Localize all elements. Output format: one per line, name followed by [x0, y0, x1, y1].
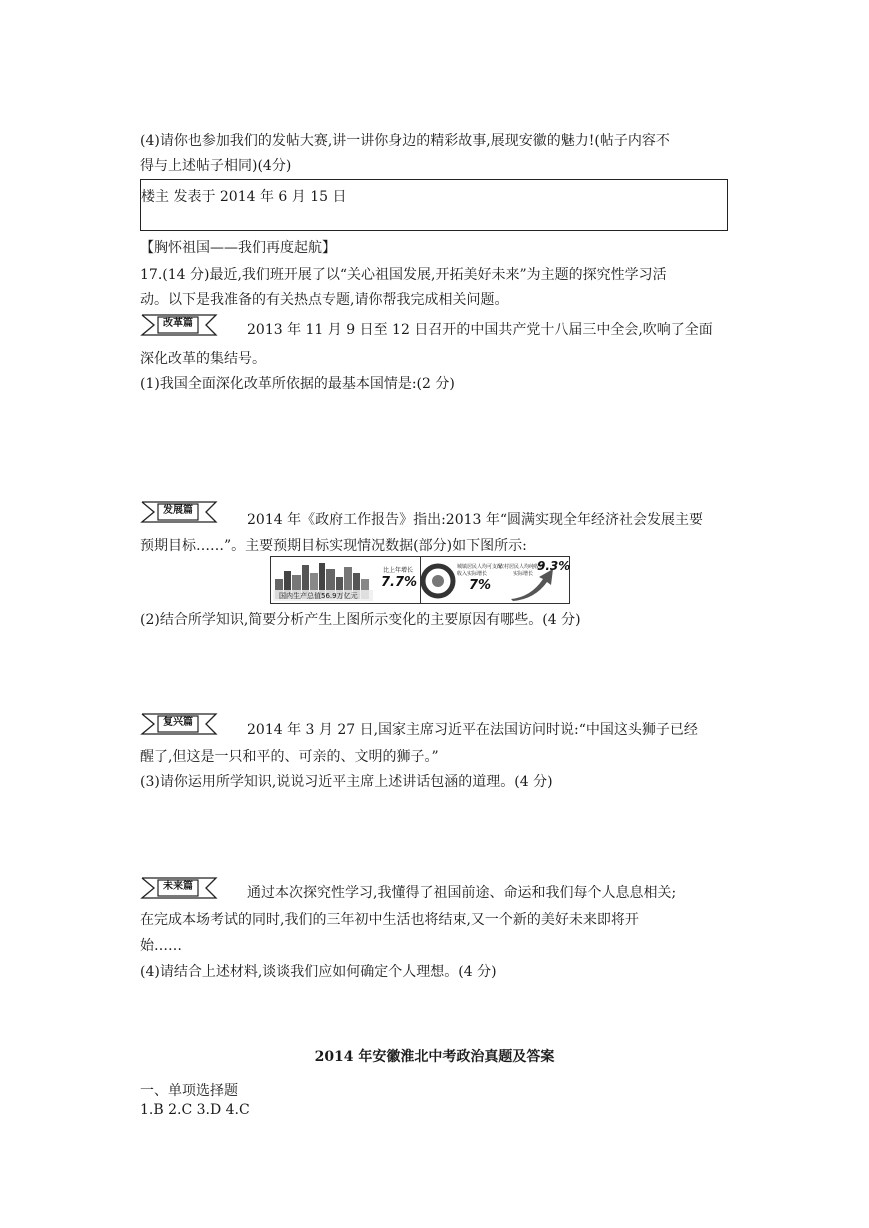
rural-value: 9.3%	[537, 559, 571, 573]
rural-label-line1: 农村居民人均纯收入	[499, 564, 545, 570]
development-text-line2: 预期目标……”。主要预期目标实现情况数据(部分)如下图所示:	[140, 538, 527, 554]
future-text-line2: 在完成本场考试的同时,我们的三年初中生活也将结束,又一个新的美好未来即将开	[140, 912, 639, 928]
reform-question: (1)我国全面深化改革所依据的最基本国情是:(2 分)	[140, 376, 455, 392]
answers-title: 2014 年安徽淮北中考政治真题及答案	[314, 1049, 555, 1065]
growth-label: 比上年增长	[383, 567, 414, 574]
future-question: (4)请结合上述材料,谈谈我们应如何确定个人理想。(4 分)	[140, 964, 497, 980]
future-tag-label: 未来篇	[163, 881, 193, 892]
reform-text-line1: 2013 年 11 月 9 日至 12 日召开的中国共产党十八届三中全会,吹响了全面	[247, 322, 713, 338]
q17-intro-line1: 17.(14 分)最近,我们班开展了以“关心祖国发展,开拓美好未来”为主题的探究性学习活	[140, 267, 667, 283]
answers-choices: 1.B 2.C 3.D 4.C	[140, 1102, 250, 1118]
q16-part4-line1: (4)请你也参加我们的发帖大赛,讲一讲你身边的精彩故事,展现安徽的魅力!(帖子内容不	[140, 133, 670, 149]
revival-tag	[140, 712, 218, 736]
revival-text-line1: 2014 年 3 月 27 日,国家主席习近平在法国访问时说:“中国这头狮子已经	[247, 722, 698, 738]
economic-indicators-figure	[270, 556, 570, 604]
q17-intro-line2: 动。以下是我准备的有关热点专题,请你帮我完成相关问题。	[140, 292, 509, 308]
development-text-line1: 2014 年《政府工作报告》指出:2013 年“圆满实现全年经济社会发展主要	[247, 512, 704, 528]
growth-value: 7.7%	[381, 575, 418, 590]
gdp-panel	[271, 557, 420, 603]
reform-tag-label: 改革篇	[163, 318, 193, 329]
answers-section1: 一、单项选择题	[140, 1083, 238, 1099]
post-answer-box[interactable]	[140, 179, 728, 231]
rural-label-line2: 实际增长	[513, 571, 534, 577]
development-tag	[140, 500, 218, 524]
development-question: (2)结合所学知识,简要分析产生上图所示变化的主要原因有哪些。(4 分)	[140, 612, 581, 628]
income-label-line2: 收入实际增长	[457, 571, 488, 577]
future-text-line3: 始……	[140, 938, 182, 954]
reform-tag	[140, 313, 218, 337]
revival-text-line2: 醒了,但这是一只和平的、可亲的、文明的狮子。”	[140, 749, 439, 765]
section-heading: 【胸怀祖国——我们再度起航】	[140, 240, 336, 256]
future-tag	[140, 876, 218, 900]
income-label-line1: 城镇居民人均可支配	[457, 564, 503, 570]
revival-tag-label: 复兴篇	[163, 717, 193, 728]
q16-part4-line2: 得与上述帖子相同)(4分)	[140, 158, 292, 174]
reform-text-line2: 深化改革的集结号。	[140, 351, 266, 367]
revival-question: (3)请你运用所学知识,说说习近平主席上述讲话包涵的道理。(4 分)	[140, 774, 553, 790]
post-header: 楼主 发表于 2014 年 6 月 15 日	[141, 189, 347, 205]
future-text-line1: 通过本次探究性学习,我懂得了祖国前途、命运和我们每个人息息相关;	[247, 885, 677, 901]
income-value: 7%	[469, 578, 492, 593]
gdp-caption: 国内生产总值56.9万亿元	[279, 592, 358, 600]
development-tag-label: 发展篇	[163, 505, 193, 516]
income-panel	[421, 557, 570, 603]
